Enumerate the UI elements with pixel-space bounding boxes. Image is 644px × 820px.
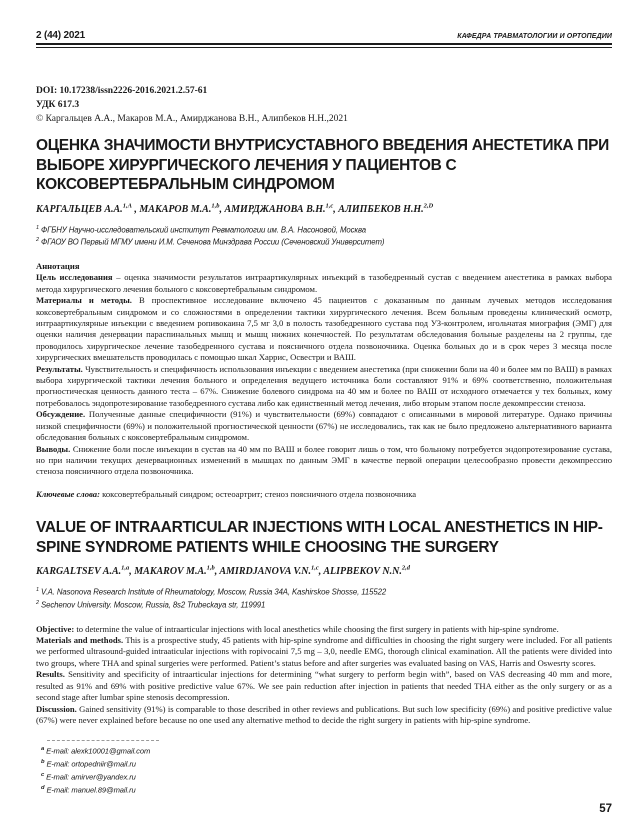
issue-number: 2 (44) 2021 — [36, 30, 85, 41]
author-affiliation-mark: 1,b — [206, 565, 215, 573]
footnote-email: $^c$ E-mail: amirver@yandex.ru — [41, 772, 136, 782]
footnote-email: $^b$ E-mail: ortopedniir@mail.ru — [41, 759, 136, 769]
abstract-section: Обсуждение. Полученные данные специфичности (91%) и чувствительности (69%) совпадают с описанными в мировой литературе. Однако причины низкой специфичности (69%) и положительной прогностической ценности (67%) не исследовались, так как не было предложено альтернативного варианта обследования больных с коксовертебральным синдромом. — [36, 409, 612, 443]
header-rule — [36, 43, 612, 48]
abstract-section: Materials and methods. This is a prospective study, 45 patients with hip-spine syndrome and difficulties in choosing the right surgery were included. For all patients we performed ultrasound-guided intraaticular injections with ropivocaini 7,5 mg – 3,0, needle EMG, thorough clinical examination. All the patients were divided into two groups, where THA and spinal surgeries were performed. Patient’s status before and after surgeries was evaluated basing on VAS, Harris and Oswesrty scores. — [36, 635, 612, 668]
abstract-section: Discussion. Gained sensitivity (91%) is comparable to those described in other reviews and publications. But such low specificity (69%) and positive predictive value (67%) were never explained before because no one used any alternative method to decide the right surgery in patients with hip-spine syndrome. — [36, 703, 612, 725]
affiliation: $^2$ Sechenov University. Moscow, Russia, 8s2 Trubeckaya str, 119991 — [36, 600, 266, 610]
title-en: VALUE OF INTRAARTICULAR INJECTIONS WITH LOCAL ANESTHETICS IN HIP-SPINE SYNDROME PATIENTS WHILE CHOOSING THE SURGERY — [36, 519, 603, 556]
abstract-label-ru: Аннотация — [36, 261, 80, 272]
author: ALIPBEKOV N.N.$^{2,d}$ — [323, 565, 410, 578]
abstract-section: Цель исследования – оценка значимости результатов интраартикулярных инъекций в тазобедренный сустав с введением анестетика в рамках выбора метода хирургического лечения больного с коксовертебральным синдромом. — [36, 272, 612, 294]
copyright-line: © Каргальцев А.А., Макаров М.А., Амирджанова В.Н., Алипбеков Н.Н.,2021 — [36, 114, 348, 124]
abstract-en — [36, 624, 612, 727]
affiliations-ru — [36, 223, 612, 248]
abstract-section: Objective: to determine the value of intraarticular injections with local anesthetics while choosing the first surgery in patients with hip-spine syndrome. — [36, 623, 559, 634]
author: МАКАРОВ М.А.$^{1,b}$, — [139, 202, 225, 215]
authors-ru — [36, 203, 612, 215]
affiliation: $^1$ V.A. Nasonova Research Institute of Rheumatology, Moscow, Russia 34A, Kashirskoe Shosse, 115522 — [36, 587, 387, 598]
author-affiliation-mark: 1,c — [310, 565, 319, 573]
affiliation: $^1$ ФГБНУ Научно-исследовательский институт Ревматологии им. В.А. Насоновой, Москва — [36, 224, 366, 235]
author: АМИРДЖАНОВА В.Н.$^{1,c}$, — [224, 202, 339, 215]
keywords-ru: Ключевые слова: коксовертебральный синдром; остеоартрит; стеноз поясничного отдела позвоночника — [36, 488, 417, 499]
title-ru: ОЦЕНКА ЗНАЧИМОСТИ ВНУТРИСУСТАВНОГО ВВЕДЕНИЯ АНЕСТЕТИКА ПРИ ВЫБОРЕ ХИРУРГИЧЕСКОГО ЛЕЧЕНИЯ У ПАЦИЕНТОВ С КОКСОВЕРТЕБРАЛЬНЫМ СИНДРОМОМ — [36, 137, 610, 193]
abstract-section: Материалы и методы. В проспективное исследование включено 45 пациентов с доказанным по данным лучевых методов исследования коксовертебральным синдромом и со сложностями в определении тактики хирургического лечения. Всем больным проведены клинический осмотр, интраартикулярные инъекции с введением ропивокаина 7,5 мг 3,0 в полость тазобедренного сустава под УЗ-контролем, игольчатая миография (ЭМГ) для оценки наличия денервации параспинальных мышц и мышц нижних конечностей. По результатам обследования больные разделены на 2 группы, где проводилось хирургическое лечение тазобедренного сустава и поясничного отдела позвоночника. Оценка больных до и в срок через 3 месяца после хирургических вмешательств проводилась с помощью шкал Харрис, Освестри и ВАШ. — [36, 295, 612, 363]
affiliation: $^2$ ФГАОУ ВО Первый МГМУ имени И.М. Сеченова Минздрава России (Сеченовский Университет) — [36, 237, 385, 248]
author-affiliation-mark: 2,D — [423, 202, 434, 210]
author: АЛИПБЕКОВ Н.Н.$^{2,D}$ — [338, 202, 434, 215]
abstract-section: Выводы. Снижение боли после инъекции в сустав на 40 мм по ВАШ и более говорит лишь о том, что больному потребуется эндопротезирование сустава, но при наличии текущих денервационных изменений в мышцах по данным ЭМГ в качестве первой операции целесообразно провести декомпрессию стеноза поясничного отдела позвоночника. — [36, 443, 612, 477]
author: AMIRDJANOVA V.N.$^{1,c}$, — [219, 565, 324, 578]
abstract-section: Results. Sensitivity and specificity of intraarticular injections for determining “what surgery to perform begin with”, based on VAS decreasing 40 mm and more, resulted as 91% and 69% with positive predictive value 67%. We see pain reduction after injection in patients that needed THA either as the only surgery or as a second stage after lumbar spine stenosis decompression. — [36, 669, 612, 703]
footnote-email: $^a$ E-mail: alexk10001@gmail.com — [41, 746, 151, 756]
journal-name: КАФЕДРА ТРАВМАТОЛОГИИ И ОРТОПЕДИИ — [457, 33, 612, 40]
author-affiliation-mark: 1,A — [122, 202, 132, 210]
author-affiliation-mark: 1,b — [211, 202, 220, 210]
abstract-ru — [36, 261, 612, 500]
page-header — [36, 30, 612, 41]
abstract-section: Результаты. Чувствительность и специфичность использования инъекции с введением анестетика (при снижении боли на 40 и более мм по ВАШ) в рамках выбора хирургической тактики лечения больного и определения ведущего источника боли составляют 91% и 69% соответственно, положительная прогностическая ценность данного теста – 67%. Снижение болевого синдрома на 40 мм и более по ВАШ от исходного отмечается у тех больных, кому потребовалось эндопротезирование тазобедренного сустава либо как единственный метод лечения, либо вторым этапом после декомпрессии стеноза. — [36, 363, 612, 408]
article-meta — [36, 84, 612, 126]
author-affiliation-mark: 2,d — [401, 565, 410, 573]
authors-en — [36, 565, 612, 577]
author-affiliation-mark: 1,c — [325, 202, 334, 210]
affiliations-en — [36, 585, 612, 610]
doi-line: DOI: 10.17238/issn2226-2016.2021.2.57-61 — [36, 86, 208, 96]
author: MAKAROV M.A.$^{1,b}$, — [134, 565, 220, 578]
author-affiliation-mark: 1,a — [121, 565, 130, 573]
author: KARGALTSEV A.A.$^{1,a}$, — [36, 565, 135, 578]
author: КАРГАЛЬЦЕВ А.А.$^{1,A}$ , — [36, 202, 140, 215]
page-number: 57 — [599, 803, 612, 816]
footnote-email: $^d$ E-mail: manuel.89@mail.ru — [41, 785, 136, 795]
udk-line: УДК 617.3 — [36, 100, 80, 110]
footnotes — [41, 740, 612, 796]
footnote-divider — [47, 740, 159, 741]
